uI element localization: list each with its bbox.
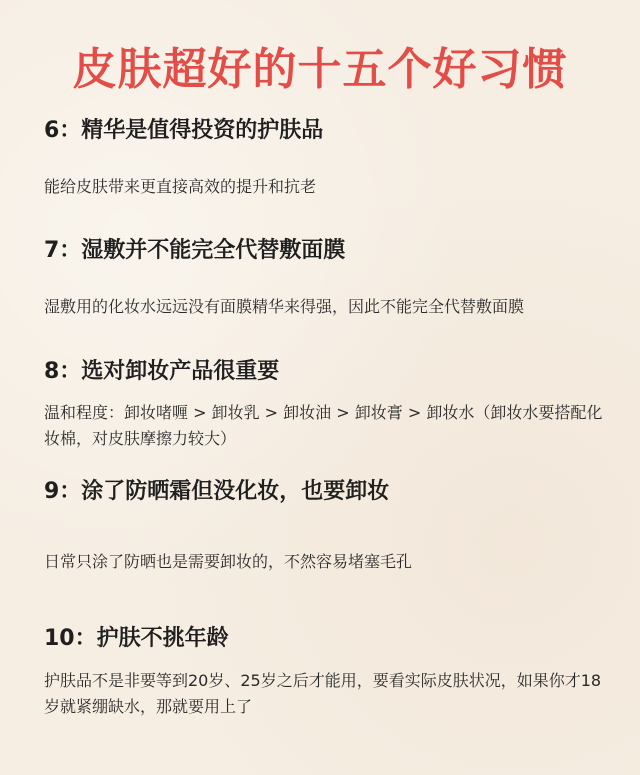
tip-heading-6: 6：精华是值得投资的护肤品	[44, 118, 324, 143]
tip-body-10: 护肤品不是非要等到20岁、25岁之后才能用，要看实际皮肤状况，如果你才18岁就紧绷缺水，那就要用上了	[44, 671, 602, 716]
tip-body-9: 日常只涂了防晒也是需要卸妆的，不然容易堵塞毛孔	[44, 552, 413, 571]
tip-heading-10: 10：护肤不挑年龄	[44, 626, 229, 651]
tip-heading-8: 8：选对卸妆产品很重要	[44, 359, 280, 384]
page-title: 皮肤超好的十五个好习惯	[72, 44, 568, 95]
tip-body-6: 能给皮肤带来更直接高效的提升和抗老	[44, 177, 317, 196]
tip-heading-7: 7：湿敷并不能完全代替敷面膜	[44, 238, 346, 263]
tip-heading-9: 9：涂了防晒霜但没化妆，也要卸妆	[44, 479, 390, 504]
tip-body-7: 湿敷用的化妆水远远没有面膜精华来得强，因此不能完全代替敷面膜	[44, 297, 525, 316]
tip-body-8: 温和程度：卸妆啫喱 > 卸妆乳 > 卸妆油 > 卸妆膏 > 卸妆水（卸妆水要搭配化妆棉，对皮肤摩擦力较大）	[44, 403, 603, 448]
